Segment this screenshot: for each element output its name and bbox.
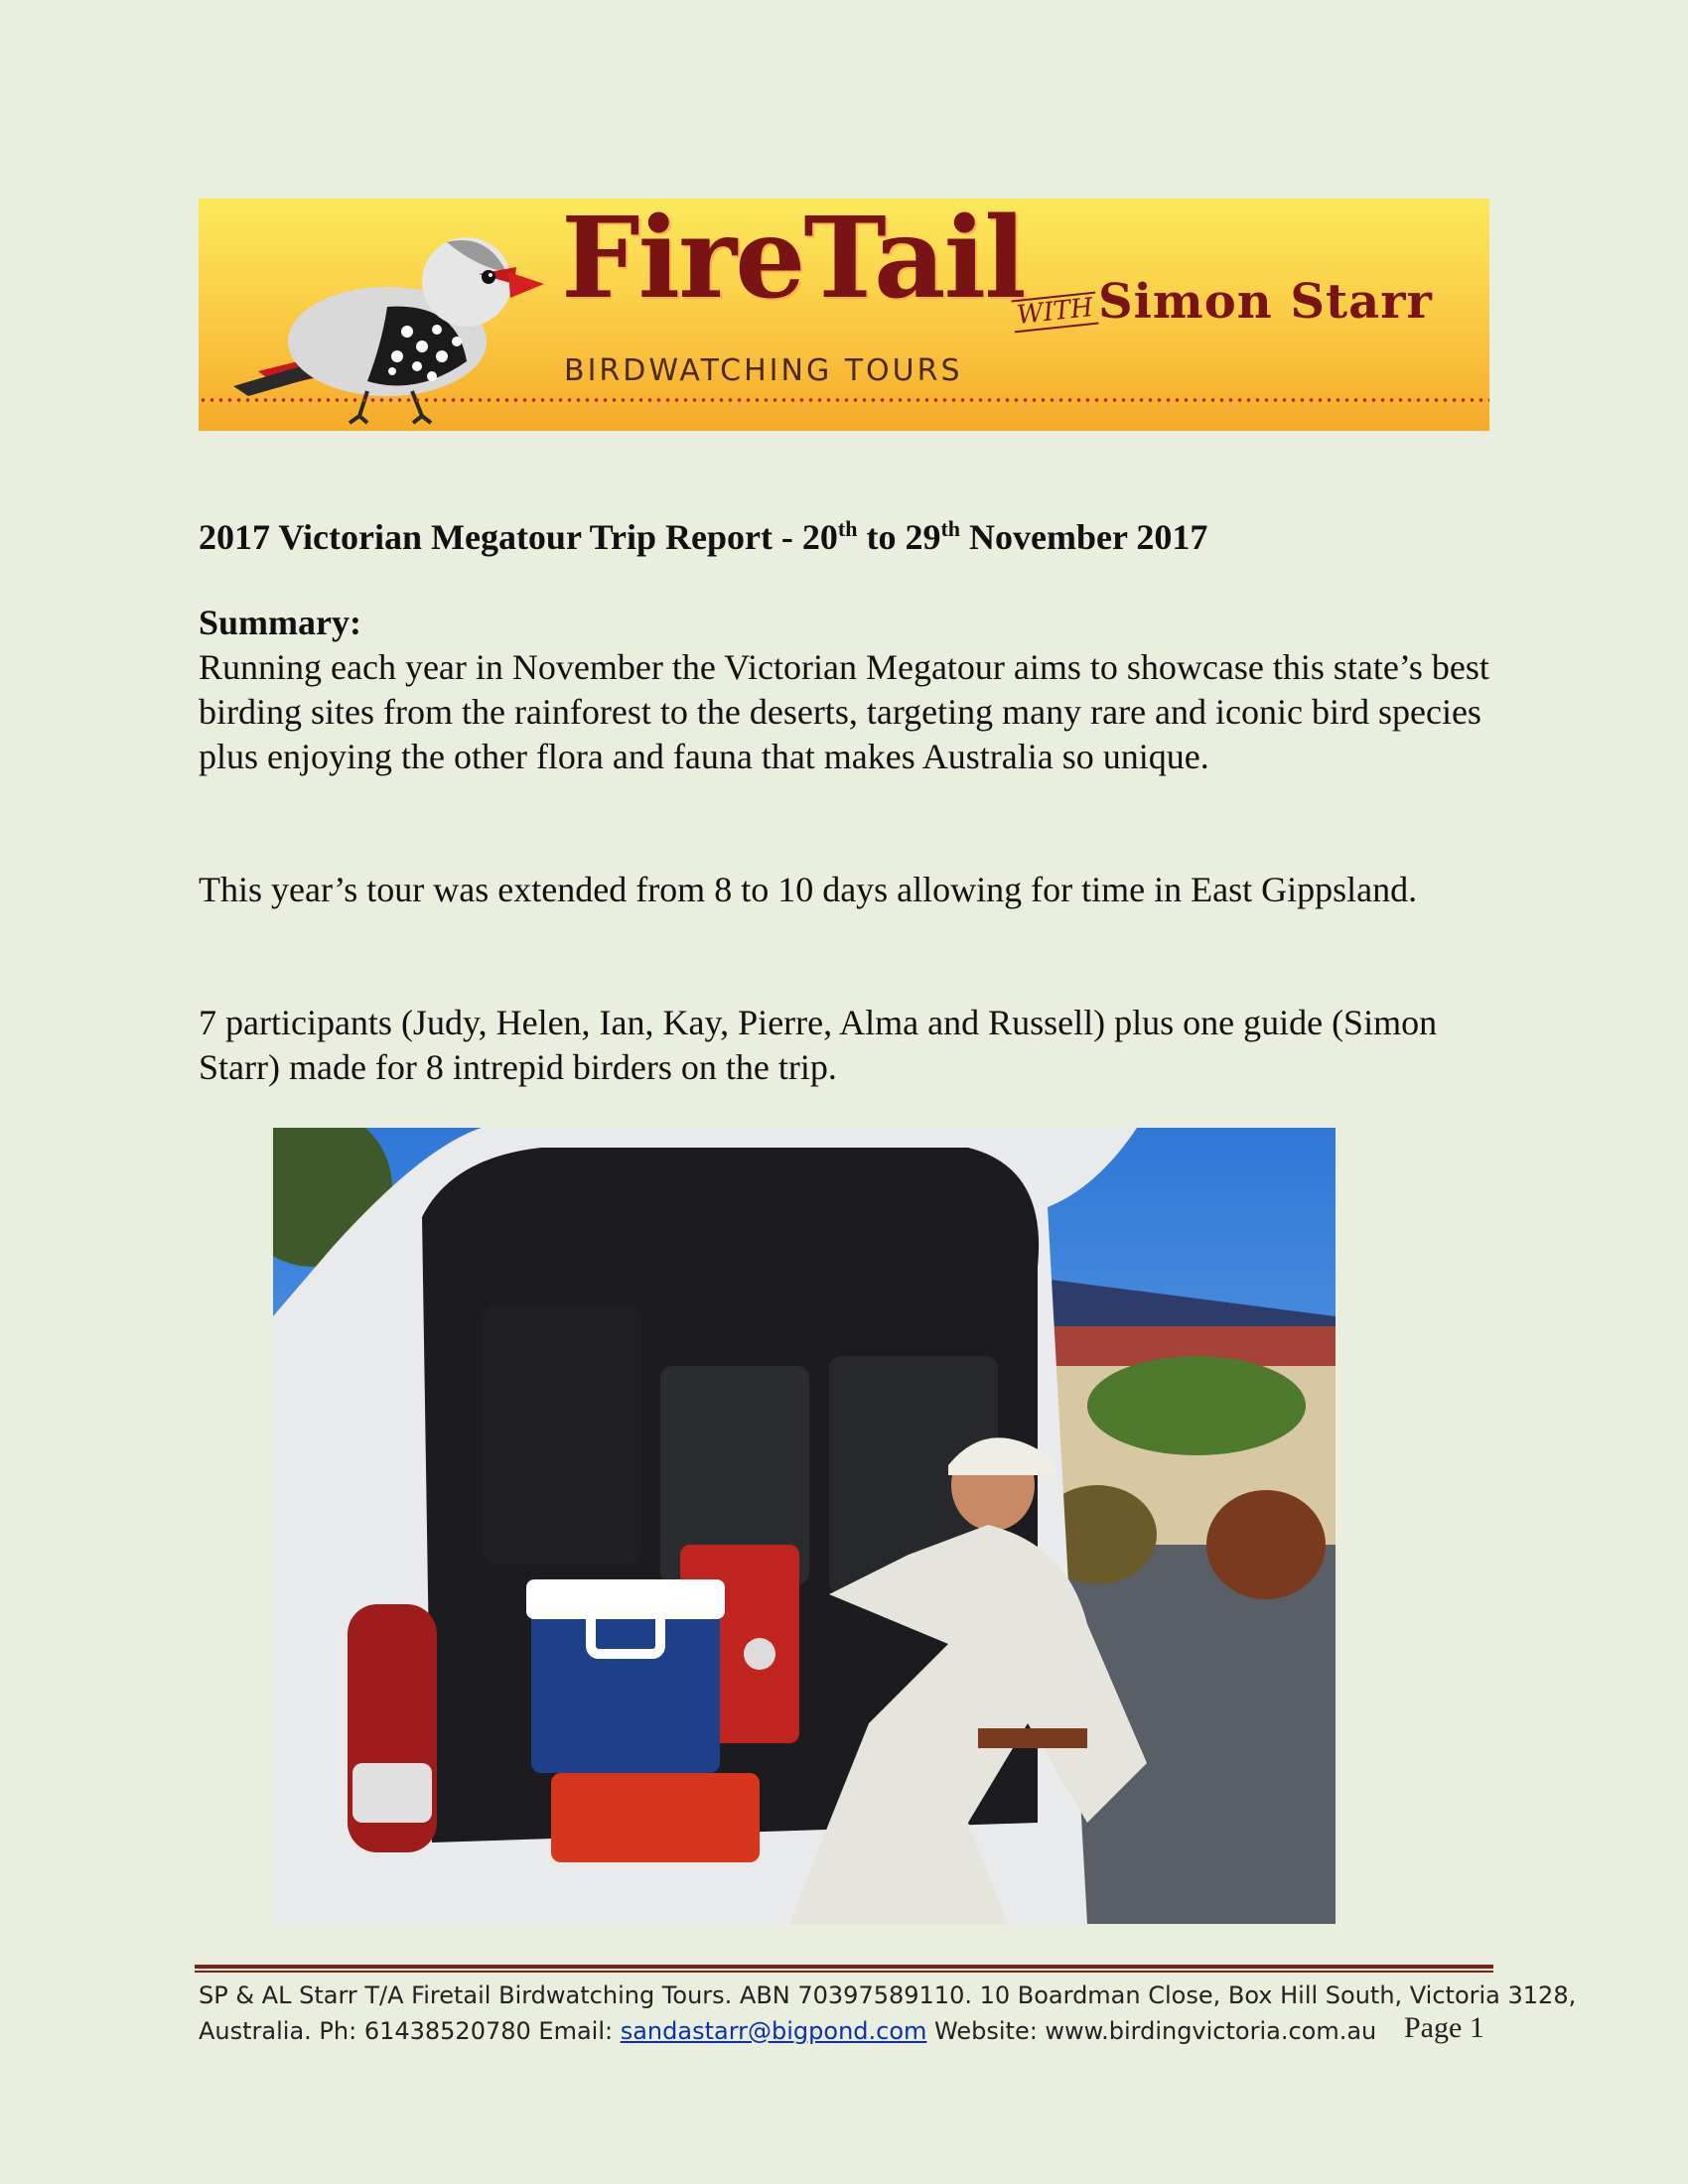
email-link[interactable]: sandastarr@bigpond.com [620,2017,927,2045]
van-luggage-illustration [273,1128,1336,1924]
header-banner [199,199,1489,431]
title-part: to 29 [857,517,941,557]
title-part: 2017 Victorian Megatour Trip Report - 20 [199,517,838,557]
footer-address: SP & AL Starr T/A Firetail Birdwatching Tours. ABN 70397589110. 10 Boardman Close, Box Hill South, Victoria 3128, [199,1981,1577,2009]
brand-name: FireTail [561,199,1025,324]
finch-icon [218,212,546,426]
footer-website-text: Website: www.birdingvictoria.com.au [926,2017,1377,2045]
title-superscript: th [837,516,858,541]
trip-photo [273,1128,1336,1924]
summary-paragraph-2: This year’s tour was extended from 8 to 10 days allowing for time in East Gippsland. [199,870,1418,909]
title-superscript: th [940,516,961,541]
page-number: Page 1 [1404,2011,1484,2044]
title-part: November 2017 [960,517,1208,557]
footer-rule [195,1965,1493,1969]
report-title [199,516,1207,558]
guide-name: Simon Starr [1098,274,1433,330]
brand-with: WITH [1012,292,1099,333]
footer-contact-text: Australia. Ph: 61438520780 Email: [199,2017,621,2045]
summary-heading: Summary: [199,603,361,642]
summary-paragraph-3: 7 participants (Judy, Helen, Ian, Kay, Pierre, Alma and Russell) plus one guide (Simon Starr) made for 8 intrepid birders on the trip. [199,1003,1438,1087]
dotted-divider [199,397,1489,403]
footer-contact [199,2017,1499,2045]
brand-tagline: BIRDWATCHING TOURS [564,353,963,388]
footer-rule-thin [195,1971,1493,1973]
summary-paragraph-1: Running each year in November the Victorian Megatour aims to showcase this state’s best birding sites from the rainforest to the deserts, targeting many rare and iconic bird species plus enjoying the other flora and fauna that makes Australia so unique. [199,647,1489,776]
